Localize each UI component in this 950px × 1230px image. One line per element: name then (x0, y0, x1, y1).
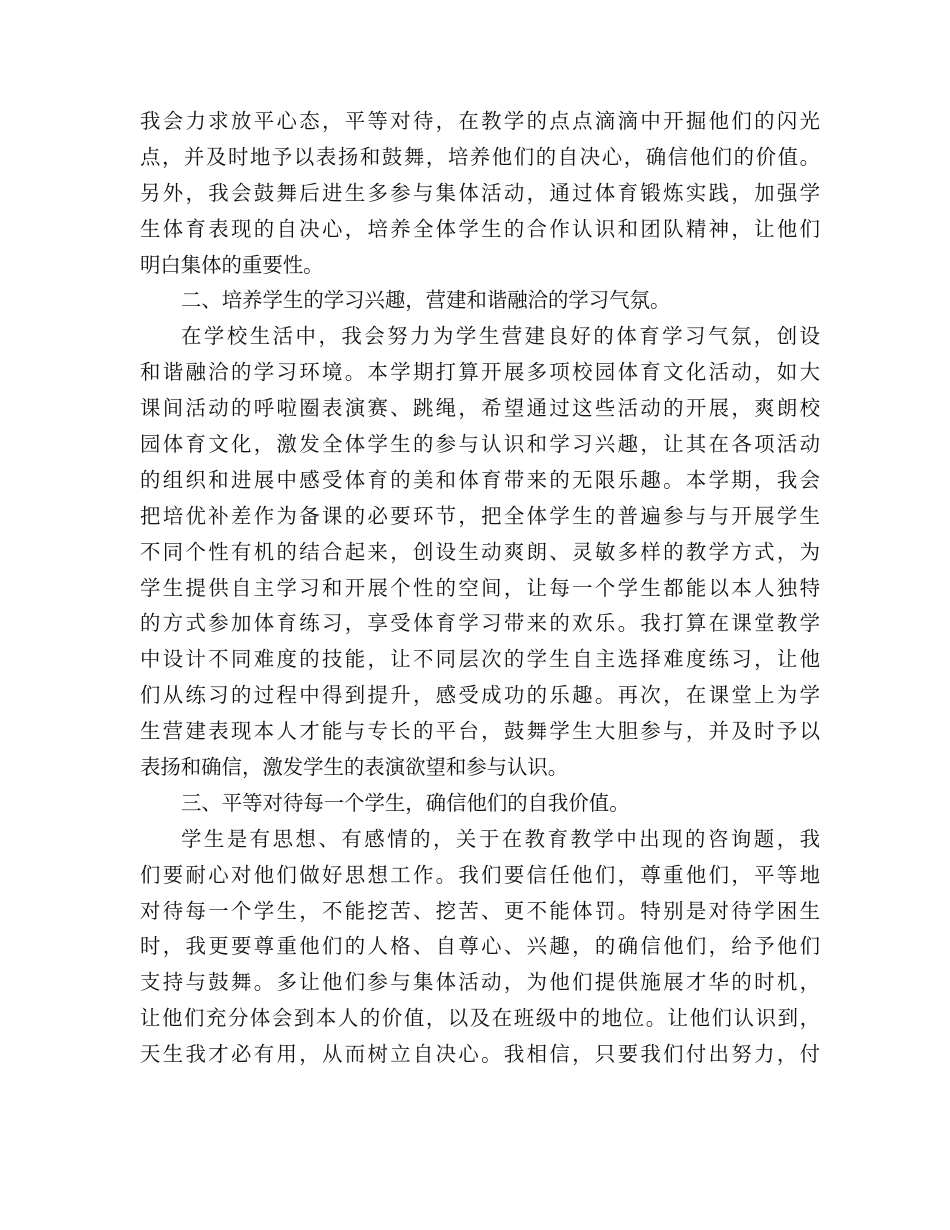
text-line: 天生我才必有用，从而树立自决心。我相信，只要我们付出努力，付 (140, 1042, 820, 1067)
text-line: 不同个性有机的结合起来，创设生动爽朗、灵敏多样的教学方式，为 (140, 539, 820, 564)
text-line: 三、平等对待每一个学生，确信他们的自我价值。 (181, 790, 630, 815)
text-line: 们从练习的过程中得到提升，感受成功的乐趣。再次，在课堂上为学 (140, 683, 820, 708)
text-line: 对待每一个学生，不能挖苦、挖苦、更不能体罚。特别是对待学困生 (140, 898, 820, 923)
text-line: 表扬和确信，激发学生的表演欲望和参与认识。 (140, 755, 569, 780)
text-line: 中设计不同难度的技能，让不同层次的学生自主选择难度练习，让他 (140, 647, 820, 672)
text-line: 让他们充分体会到本人的价值，以及在班级中的地位。让他们认识到， (140, 1006, 820, 1031)
text-line: 时，我更要尊重他们的人格、自尊心、兴趣，的确信他们，给予他们 (140, 934, 820, 959)
text-line: 课间活动的呼啦圈表演赛、跳绳，希望通过这些活动的开展，爽朗校 (140, 396, 820, 421)
text-line: 我会力求放平心态，平等对待，在教学的点点滴滴中开掘他们的闪光 (140, 109, 820, 133)
text-line: 生营建表现本人才能与专长的平台，鼓舞学生大胆参与，并及时予以 (140, 719, 820, 744)
text-line: 园体育文化，激发全体学生的参与认识和学习兴趣，让其在各项活动 (140, 432, 820, 457)
text-line: 学生是有思想、有感情的，关于在教育教学中出现的咨询题，我 (181, 826, 820, 851)
text-line: 点，并及时地予以表扬和鼓舞，培养他们的自决心，确信他们的价值。 (140, 144, 820, 169)
document-page (140, 104, 820, 1073)
text-line: 二、培养学生的学习兴趣，营建和谐融洽的学习气氛。 (181, 288, 671, 313)
text-line: 学生提供自主学习和开展个性的空间，让每一个学生都能以本人独特 (140, 575, 820, 600)
text-line: 另外，我会鼓舞后进生多参与集体活动，通过体育锻炼实践，加强学 (140, 180, 820, 205)
text-line: 在学校生活中，我会努力为学生营建良好的体育学习气氛，创设 (181, 324, 820, 349)
text-line: 把培优补差作为备课的必要环节，把全体学生的普遍参与与开展学生 (140, 503, 820, 528)
text-line: 支持与鼓舞。多让他们参与集体活动，为他们提供施展才华的时机， (140, 970, 820, 995)
text-line: 们要耐心对他们做好思想工作。我们要信任他们，尊重他们，平等地 (140, 862, 820, 887)
text-line: 明白集体的重要性。 (140, 252, 324, 277)
text-line: 的组织和进展中感受体育的美和体育带来的无限乐趣。本学期，我会 (140, 467, 820, 492)
text-line: 生体育表现的自决心，培养全体学生的合作认识和团队精神，让他们 (140, 216, 820, 241)
text-line: 的方式参加体育练习，享受体育学习带来的欢乐。我打算在课堂教学 (140, 611, 820, 636)
text-line: 和谐融洽的学习环境。本学期打算开展多项校园体育文化活动，如大 (140, 360, 820, 385)
